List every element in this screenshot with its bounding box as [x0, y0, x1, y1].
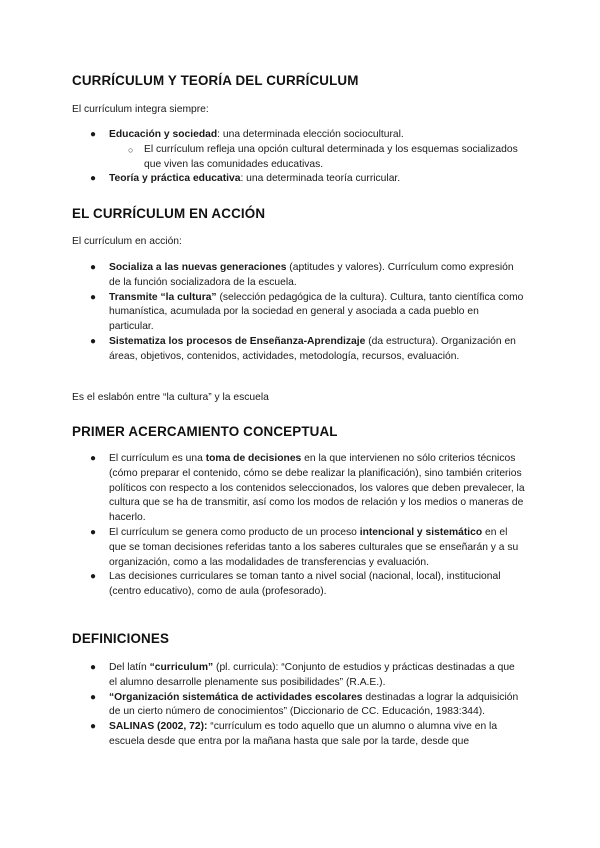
- section-title-curriculum-accion: EL CURRÍCULUM EN ACCIÓN: [72, 206, 266, 221]
- list-item: ● Sistematiza los procesos de Enseñanza-Aprendizaje (da estructura). Organización en áreas, objetivos, contenidos, actividades, metodología, recursos, evaluación.: [90, 335, 516, 362]
- list-item: ● Las decisiones curriculares se toman tanto a nivel social (nacional, local), institucional (centro educativo), como de aula (profesorado).: [90, 571, 501, 598]
- bullet-list: [0, 661, 525, 750]
- section-intro: El currículum en acción:: [72, 236, 182, 247]
- bullet-icon: ●: [90, 526, 97, 538]
- section-title-definiciones: DEFINICIONES: [72, 631, 170, 646]
- bullet-icon: ●: [90, 662, 97, 673]
- bullet-icon: ●: [90, 721, 97, 733]
- list-item: ● Transmite “la cultura” (selección pedagógica de la cultura). Cultura, tanto científica como humanística, acumulada por la sociedad en general y asociada a cada pueblo en particular.: [90, 291, 524, 333]
- list-item: ● SALINAS (2002, 72): “currículum es todo aquello que un alumno o alumna vive en la escuela desde que entra por la mañana hasta que sale por la tarde, desde que: [90, 721, 498, 747]
- bullet-list: [0, 128, 525, 187]
- bullet-icon: ●: [90, 335, 97, 347]
- list-item: ● “Organización sistemática de actividades escolares destinadas a lograr la adquisición de un cierto número de conocimientos” (Diccionario de CC. Educación, 1983:344).: [90, 691, 519, 718]
- list-item: ● El currículum se genera como producto de un proceso intencional y sistemático en el que se toman decisiones referidas tanto a los saberes culturales que se enseñarán y a su organización, como a las modalidades de transferencias y evaluación.: [90, 526, 519, 568]
- list-item: ● El currículum es una toma de decisiones en la que intervienen no sólo criterios técnicos (cómo preparar el contenido, cómo se debe realizar la planificación), sino también criterios políticos con respecto a los contenidos seleccionados, los valores que deben prevalecer, la cultura que se ha de transmitir, así como los modos de relación y los medios o maneras de hacerlo.: [90, 453, 525, 524]
- section-title-curriculum-teoria: CURRÍCULUM Y TEORÍA DEL CURRÍCULUM: [72, 73, 359, 88]
- bullet-icon: ●: [90, 571, 97, 583]
- closing-paragraph: Es el eslabón entre “la cultura” y la escuela: [72, 392, 269, 403]
- bullet-icon: ●: [90, 691, 97, 703]
- bullet-icon: ●: [90, 262, 97, 273]
- bullet-icon: ●: [90, 453, 97, 464]
- list-item: ● Del latín “curriculum” (pl. curricula): “Conjunto de estudios y prácticas destinadas a que el alumno desarrolle plenamente sus posibilidades” (R.A.E.).: [90, 662, 515, 688]
- list-item: ● Teoría y práctica educativa: una determinada teoría curricular.: [0, 172, 525, 187]
- bullet-icon: ●: [90, 173, 97, 185]
- section-title-primer-acercamiento: PRIMER ACERCAMIENTO CONCEPTUAL: [72, 424, 338, 439]
- bullet-icon: ●: [90, 291, 97, 303]
- section-intro: El currículum integra siempre:: [72, 104, 209, 115]
- list-item: ● Educación y sociedad: una determinada elección sociocultural.: [0, 128, 525, 143]
- bullet-icon: ●: [90, 129, 97, 140]
- hollow-bullet-icon: ○: [128, 144, 134, 155]
- list-item: ● Socializa a las nuevas generaciones (aptitudes y valores). Currículum como expresión de la función socializadora de la escuela.: [90, 262, 514, 288]
- sub-list-item: ○ El currículum refleja una opción cultural determinada y los esquemas socializados que viven las comunidades educativas.: [128, 143, 518, 170]
- bullet-list: [0, 452, 525, 600]
- bullet-list: [0, 261, 525, 365]
